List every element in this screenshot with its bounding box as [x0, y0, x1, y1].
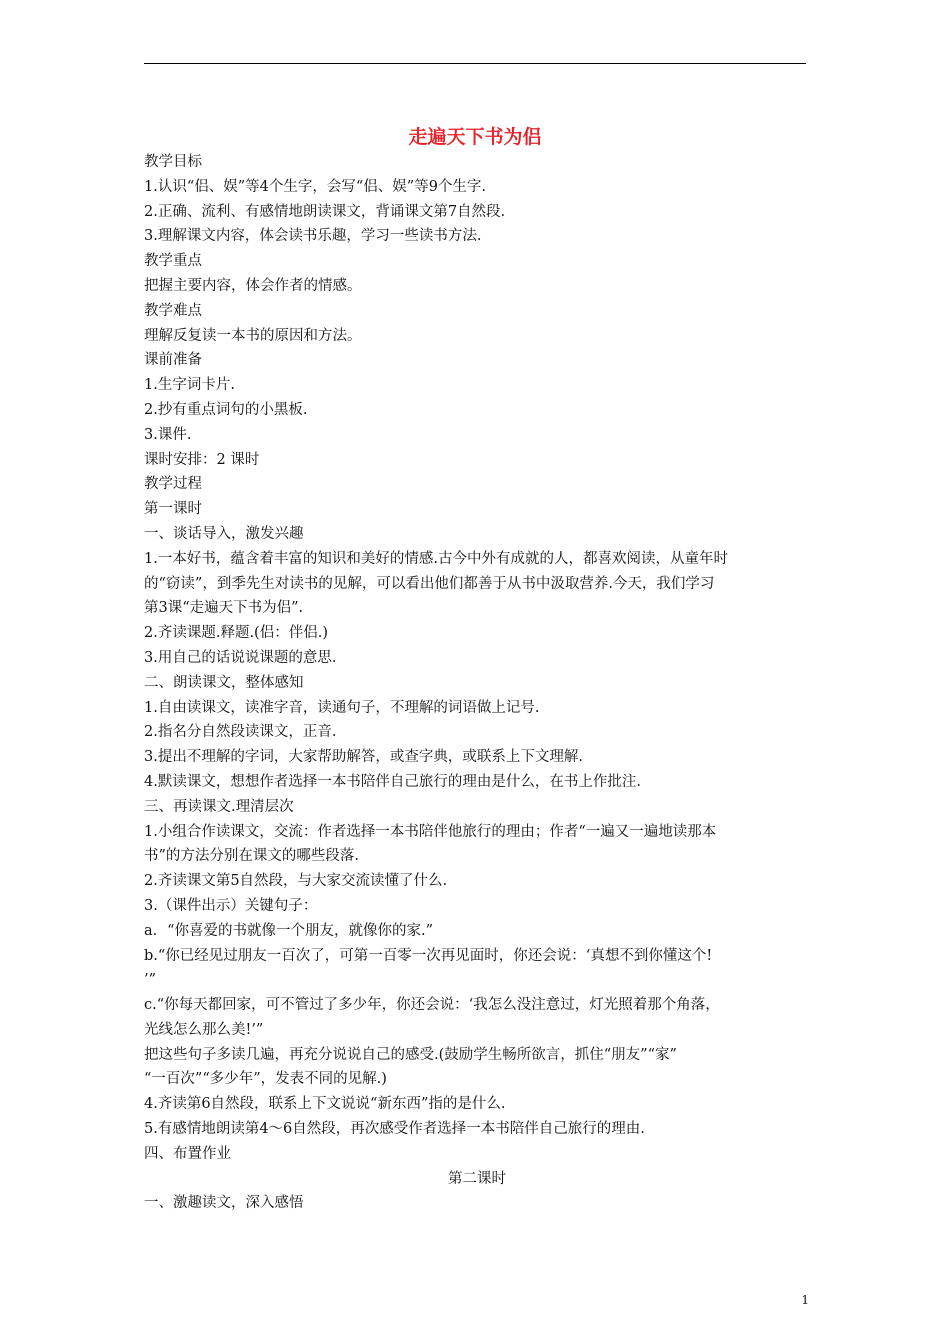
section-heading: 教学目标	[144, 154, 202, 170]
page-number: 1	[801, 1293, 809, 1307]
lesson-heading: 第二课时	[448, 1170, 506, 1187]
text-line: 理解反复读一本书的原因和方法。	[144, 327, 362, 344]
text-line: 2.指名分自然段读课文，正音.	[144, 724, 337, 741]
step-heading: 一、激趣读文，深入感悟	[144, 1195, 304, 1212]
quote-line: ’”	[144, 972, 157, 989]
quote-line: b.“你已经见过朋友一百次了，可第一百零一次再见面时，你还会说：‘真想不到你懂这个!	[144, 947, 713, 964]
document-body	[144, 150, 810, 1216]
text-line: 3.（课件出示）关键句子：	[144, 897, 318, 914]
text-line: 课时安排：2 课时	[144, 451, 260, 468]
text-line: 2.抄有重点词句的小黑板.	[144, 401, 308, 418]
text-line: 书”的方法分别在课文的哪些段落.	[144, 848, 360, 865]
text-line: 3.提出不理解的字词，大家帮助解答，或查字典，或联系上下文理解.	[144, 749, 583, 766]
quote-line: c.“你每天都回家，可不管过了多少年，你还会说：‘我怎么没注意过，灯光照着那个角落，	[144, 997, 720, 1014]
text-line: 1.自由读课文，读准字音，读通句子，不理解的词语做上记号.	[144, 699, 540, 716]
text-line: 3.理解课文内容，体会读书乐趣，学习一些读书方法.	[144, 228, 482, 245]
step-heading: 三、再读课文.理清层次	[144, 798, 294, 815]
text-line: 1.生字词卡片.	[144, 377, 235, 394]
text-line: 1.小组合作读课文，交流：作者选择一本书陪伴他旅行的理由；作者“一遍又一遍地读那本	[144, 823, 717, 840]
section-heading: 课前准备	[144, 352, 202, 369]
step-heading: 二、朗读课文，整体感知	[144, 674, 304, 691]
text-line: 4.齐读第6自然段，联系上下文说说“新东西”指的是什么.	[144, 1096, 506, 1113]
text-line: 第3课“走遍天下书为侣”.	[144, 600, 304, 617]
text-line: 5.有感情地朗读第4～6自然段，再次感受作者选择一本书陪伴自己旅行的理由.	[144, 1121, 645, 1138]
quote-line: 光线怎么那么美!’”	[144, 1021, 264, 1038]
section-heading: 教学难点	[144, 302, 202, 319]
text-line: 2.齐读课题.释题.(侣：伴侣.)	[144, 625, 328, 642]
step-heading: 一、谈话导入，激发兴趣	[144, 525, 304, 542]
text-line: 把握主要内容，体会作者的情感。	[144, 277, 362, 294]
section-heading: 教学过程	[144, 476, 202, 493]
text-line: 的“窃读”，到季先生对读书的见解，可以看出他们都善于从书中汲取营养.今天，我们学习	[144, 575, 715, 592]
step-heading: 四、布置作业	[144, 1145, 231, 1162]
text-line: 1.一本好书，蕴含着丰富的知识和美好的情感.古今中外有成就的人，都喜欢阅读，从童年时	[144, 550, 728, 567]
section-heading: 教学重点	[144, 253, 202, 270]
text-line: 2.齐读课文第5自然段，与大家交流读懂了什么.	[144, 873, 448, 890]
header-rule	[144, 63, 806, 64]
text-line: 2.正确、流利、有感情地朗读课文，背诵课文第7自然段.	[144, 203, 506, 220]
text-line: “一百次”“多少年”，发表不同的见解.)	[144, 1071, 387, 1088]
document-title: 走遍天下书为侣	[408, 126, 542, 148]
quote-line: a．“你喜爱的书就像一个朋友，就像你的家.”	[144, 922, 434, 939]
text-line: 4.默读课文，想想作者选择一本书陪伴自己旅行的理由是什么，在书上作批注.	[144, 773, 641, 790]
text-line: 把这些句子多读几遍，再充分说说自己的感受.(鼓励学生畅所欲言，抓住“朋友”“家”	[144, 1046, 677, 1063]
text-line: 3.用自己的话说说课题的意思.	[144, 649, 337, 666]
lesson-heading: 第一课时	[144, 501, 202, 518]
text-line: 1.认识“侣、娱”等4个生字，会写“侣、娱”等9个生字.	[144, 178, 487, 195]
text-line: 3.课件.	[144, 426, 192, 443]
